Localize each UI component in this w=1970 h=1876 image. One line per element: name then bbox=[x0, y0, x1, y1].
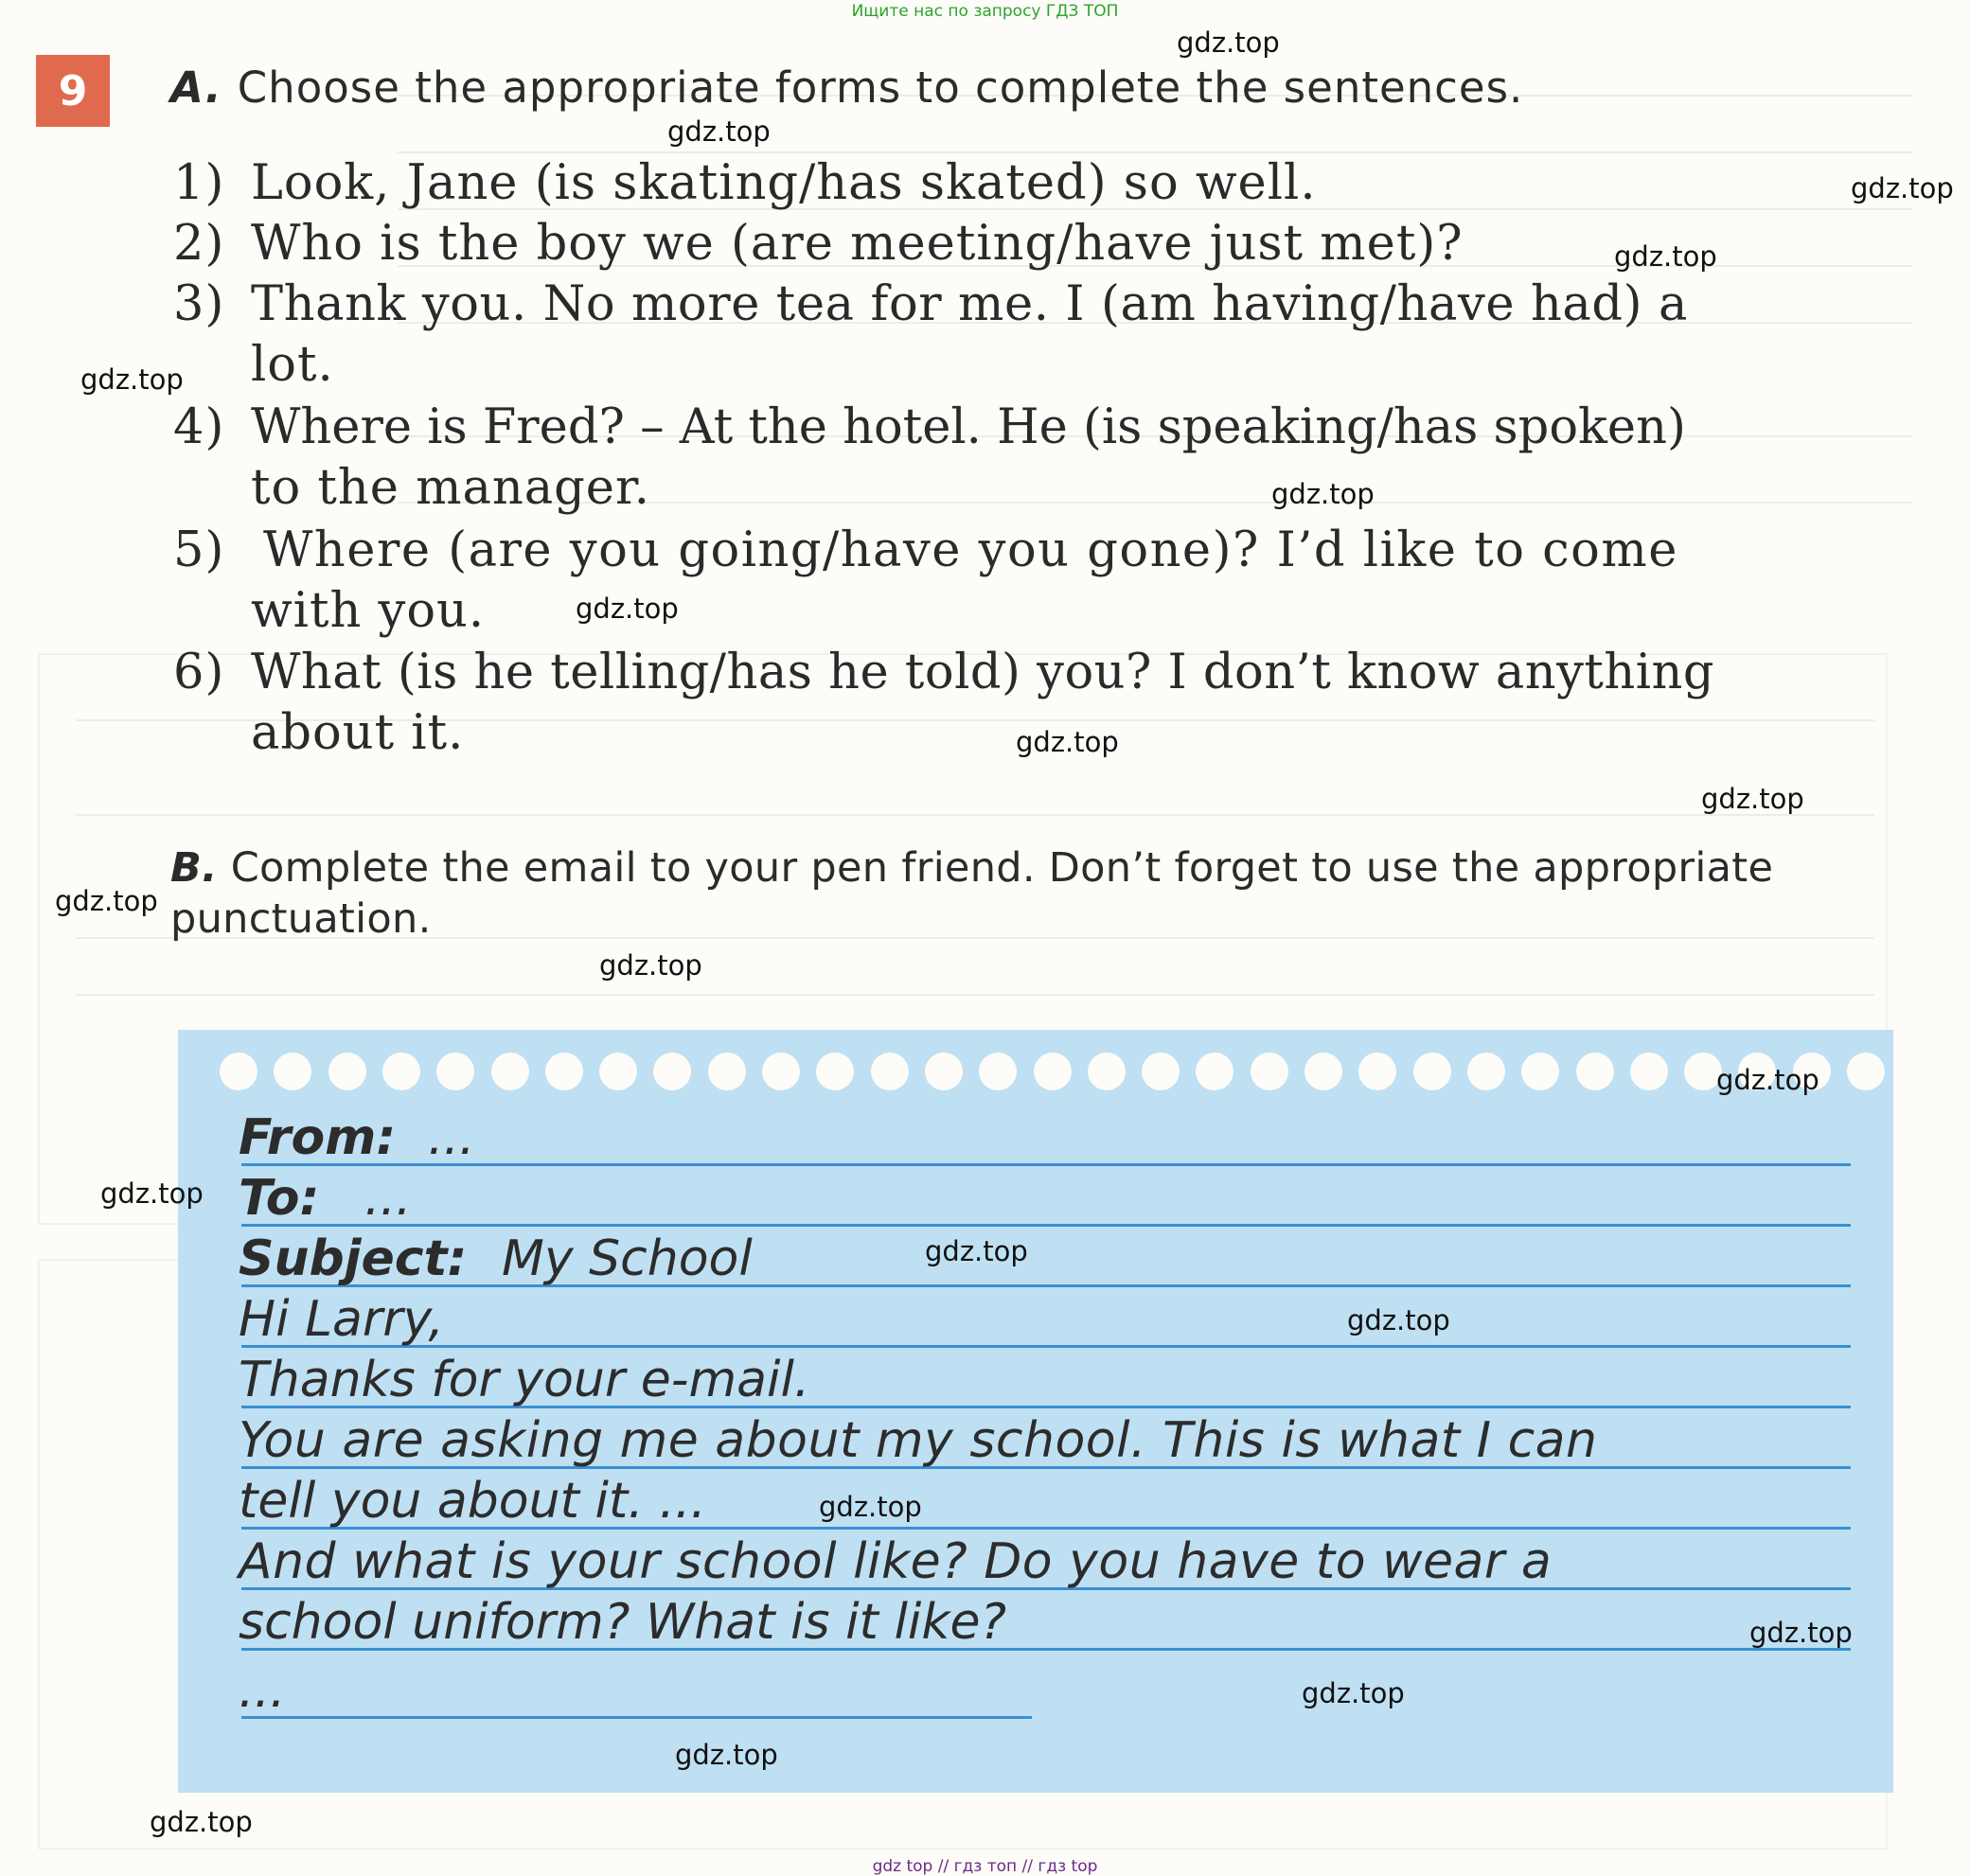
watermark: gdz.top bbox=[925, 1235, 1028, 1267]
task-b-instruction-line-1: Complete the email to your pen friend. Don’t forget to use the appropriate bbox=[230, 844, 1774, 892]
binding-hole bbox=[1251, 1053, 1288, 1090]
watermark: gdz.top bbox=[1614, 240, 1717, 273]
email-body-line-4: And what is your school like? Do you have to wear a bbox=[239, 1533, 1553, 1590]
binding-hole bbox=[1034, 1053, 1072, 1090]
task-a-instruction: Choose the appropriate forms to complete the sentences. bbox=[237, 62, 1524, 113]
top-banner: Ищите нас по запросу ГДЗ ТОП bbox=[851, 2, 1119, 21]
bottom-banner: gdz top // гдз топ // гдз top bbox=[872, 1857, 1098, 1876]
watermark: gdz.top bbox=[1271, 478, 1375, 510]
watermark: gdz.top bbox=[80, 363, 184, 396]
watermark: gdz.top bbox=[55, 885, 158, 917]
binding-hole bbox=[1358, 1053, 1396, 1090]
watermark: gdz.top bbox=[1016, 726, 1119, 758]
exercise-number-badge: 9 bbox=[36, 55, 110, 127]
watermark: gdz.top bbox=[667, 115, 771, 148]
watermark: gdz.top bbox=[819, 1491, 922, 1523]
sentence-5-line-1: Where (are you going/have you gone)? I’d like to come bbox=[263, 522, 1678, 578]
watermark: gdz.top bbox=[675, 1739, 778, 1771]
sentence-1-line-1: Look, Jane (is skating/has skated) so well. bbox=[251, 155, 1317, 211]
email-body-line-6: ... bbox=[239, 1662, 286, 1719]
sentence-5-number: 5) bbox=[173, 522, 225, 578]
email-subject-label: Subject: bbox=[239, 1230, 468, 1287]
binding-hole bbox=[1413, 1053, 1451, 1090]
notepad-binding-holes bbox=[220, 1053, 1886, 1090]
watermark: gdz.top bbox=[1749, 1617, 1853, 1649]
email-from-label: From: bbox=[239, 1109, 397, 1166]
rule-line bbox=[241, 1163, 1851, 1166]
binding-hole bbox=[653, 1053, 691, 1090]
binding-hole bbox=[925, 1053, 963, 1090]
binding-hole bbox=[220, 1053, 257, 1090]
binding-hole bbox=[1467, 1053, 1505, 1090]
rule-line bbox=[241, 1716, 1032, 1719]
binding-hole bbox=[979, 1053, 1017, 1090]
watermark: gdz.top bbox=[1701, 783, 1804, 815]
sentence-6-line-2: about it. bbox=[251, 705, 465, 761]
binding-hole bbox=[1630, 1053, 1668, 1090]
binding-hole bbox=[599, 1053, 637, 1090]
sentence-3-line-1: Thank you. No more tea for me. I (am having/have had) a bbox=[251, 276, 1688, 332]
sentence-2-number: 2) bbox=[173, 216, 225, 272]
watermark: gdz.top bbox=[150, 1806, 253, 1838]
sentence-4-number: 4) bbox=[173, 399, 225, 455]
watermark: gdz.top bbox=[1177, 27, 1280, 59]
task-b-letter: B. bbox=[170, 844, 218, 892]
watermark: gdz.top bbox=[1347, 1304, 1450, 1336]
binding-hole bbox=[1576, 1053, 1614, 1090]
watermark: gdz.top bbox=[599, 949, 702, 982]
email-greeting: Hi Larry, bbox=[239, 1291, 444, 1348]
task-a-letter: A. bbox=[170, 62, 222, 113]
binding-hole bbox=[1196, 1053, 1233, 1090]
binding-hole bbox=[1088, 1053, 1126, 1090]
rule-line bbox=[241, 1345, 1851, 1348]
binding-hole bbox=[762, 1053, 800, 1090]
binding-hole bbox=[1521, 1053, 1559, 1090]
email-to-value: ... bbox=[364, 1170, 412, 1227]
sentence-6-number: 6) bbox=[173, 645, 225, 700]
binding-hole bbox=[816, 1053, 854, 1090]
sentence-4-line-2: to the manager. bbox=[251, 460, 650, 516]
watermark: gdz.top bbox=[1302, 1677, 1405, 1709]
watermark: gdz.top bbox=[1716, 1064, 1819, 1096]
task-a-heading bbox=[170, 62, 1523, 113]
binding-hole bbox=[328, 1053, 366, 1090]
binding-hole bbox=[871, 1053, 909, 1090]
sentence-5-line-2: with you. bbox=[251, 583, 486, 639]
sentence-number: 1) bbox=[173, 155, 225, 211]
binding-hole bbox=[1847, 1053, 1885, 1090]
rule-line bbox=[241, 1224, 1851, 1227]
email-from-value: ... bbox=[428, 1109, 475, 1166]
email-body-line-5: school uniform? What is it like? bbox=[239, 1594, 1007, 1651]
email-body-line-2: You are asking me about my school. This is what I can bbox=[239, 1412, 1598, 1469]
rule-line bbox=[241, 1284, 1851, 1287]
binding-hole bbox=[708, 1053, 746, 1090]
sentence-3-number: 3) bbox=[173, 276, 225, 332]
watermark: gdz.top bbox=[576, 593, 679, 625]
sentence-2-line-1: Who is the boy we (are meeting/have just met)? bbox=[251, 216, 1464, 272]
binding-hole bbox=[382, 1053, 420, 1090]
binding-hole bbox=[436, 1053, 474, 1090]
binding-hole bbox=[545, 1053, 583, 1090]
sentence-4-line-1: Where is Fred? – At the hotel. He (is speaking/has spoken) bbox=[251, 399, 1686, 455]
binding-hole bbox=[274, 1053, 311, 1090]
task-b-heading bbox=[170, 844, 1773, 892]
email-subject-value: My School bbox=[502, 1230, 753, 1287]
task-b-instruction-line-2: punctuation. bbox=[170, 895, 432, 943]
sentence-6-line-1: What (is he telling/has he told) you? I don’t know anything bbox=[251, 645, 1715, 700]
sentence-3-line-2: lot. bbox=[251, 337, 334, 393]
binding-hole bbox=[491, 1053, 529, 1090]
email-body-line-3: tell you about it. ... bbox=[239, 1473, 706, 1530]
watermark: gdz.top bbox=[100, 1177, 204, 1210]
email-to-label: To: bbox=[239, 1170, 320, 1227]
watermark: gdz.top bbox=[1851, 172, 1954, 204]
binding-hole bbox=[1142, 1053, 1180, 1090]
binding-hole bbox=[1304, 1053, 1342, 1090]
email-body-line-1: Thanks for your e-mail. bbox=[239, 1352, 810, 1408]
